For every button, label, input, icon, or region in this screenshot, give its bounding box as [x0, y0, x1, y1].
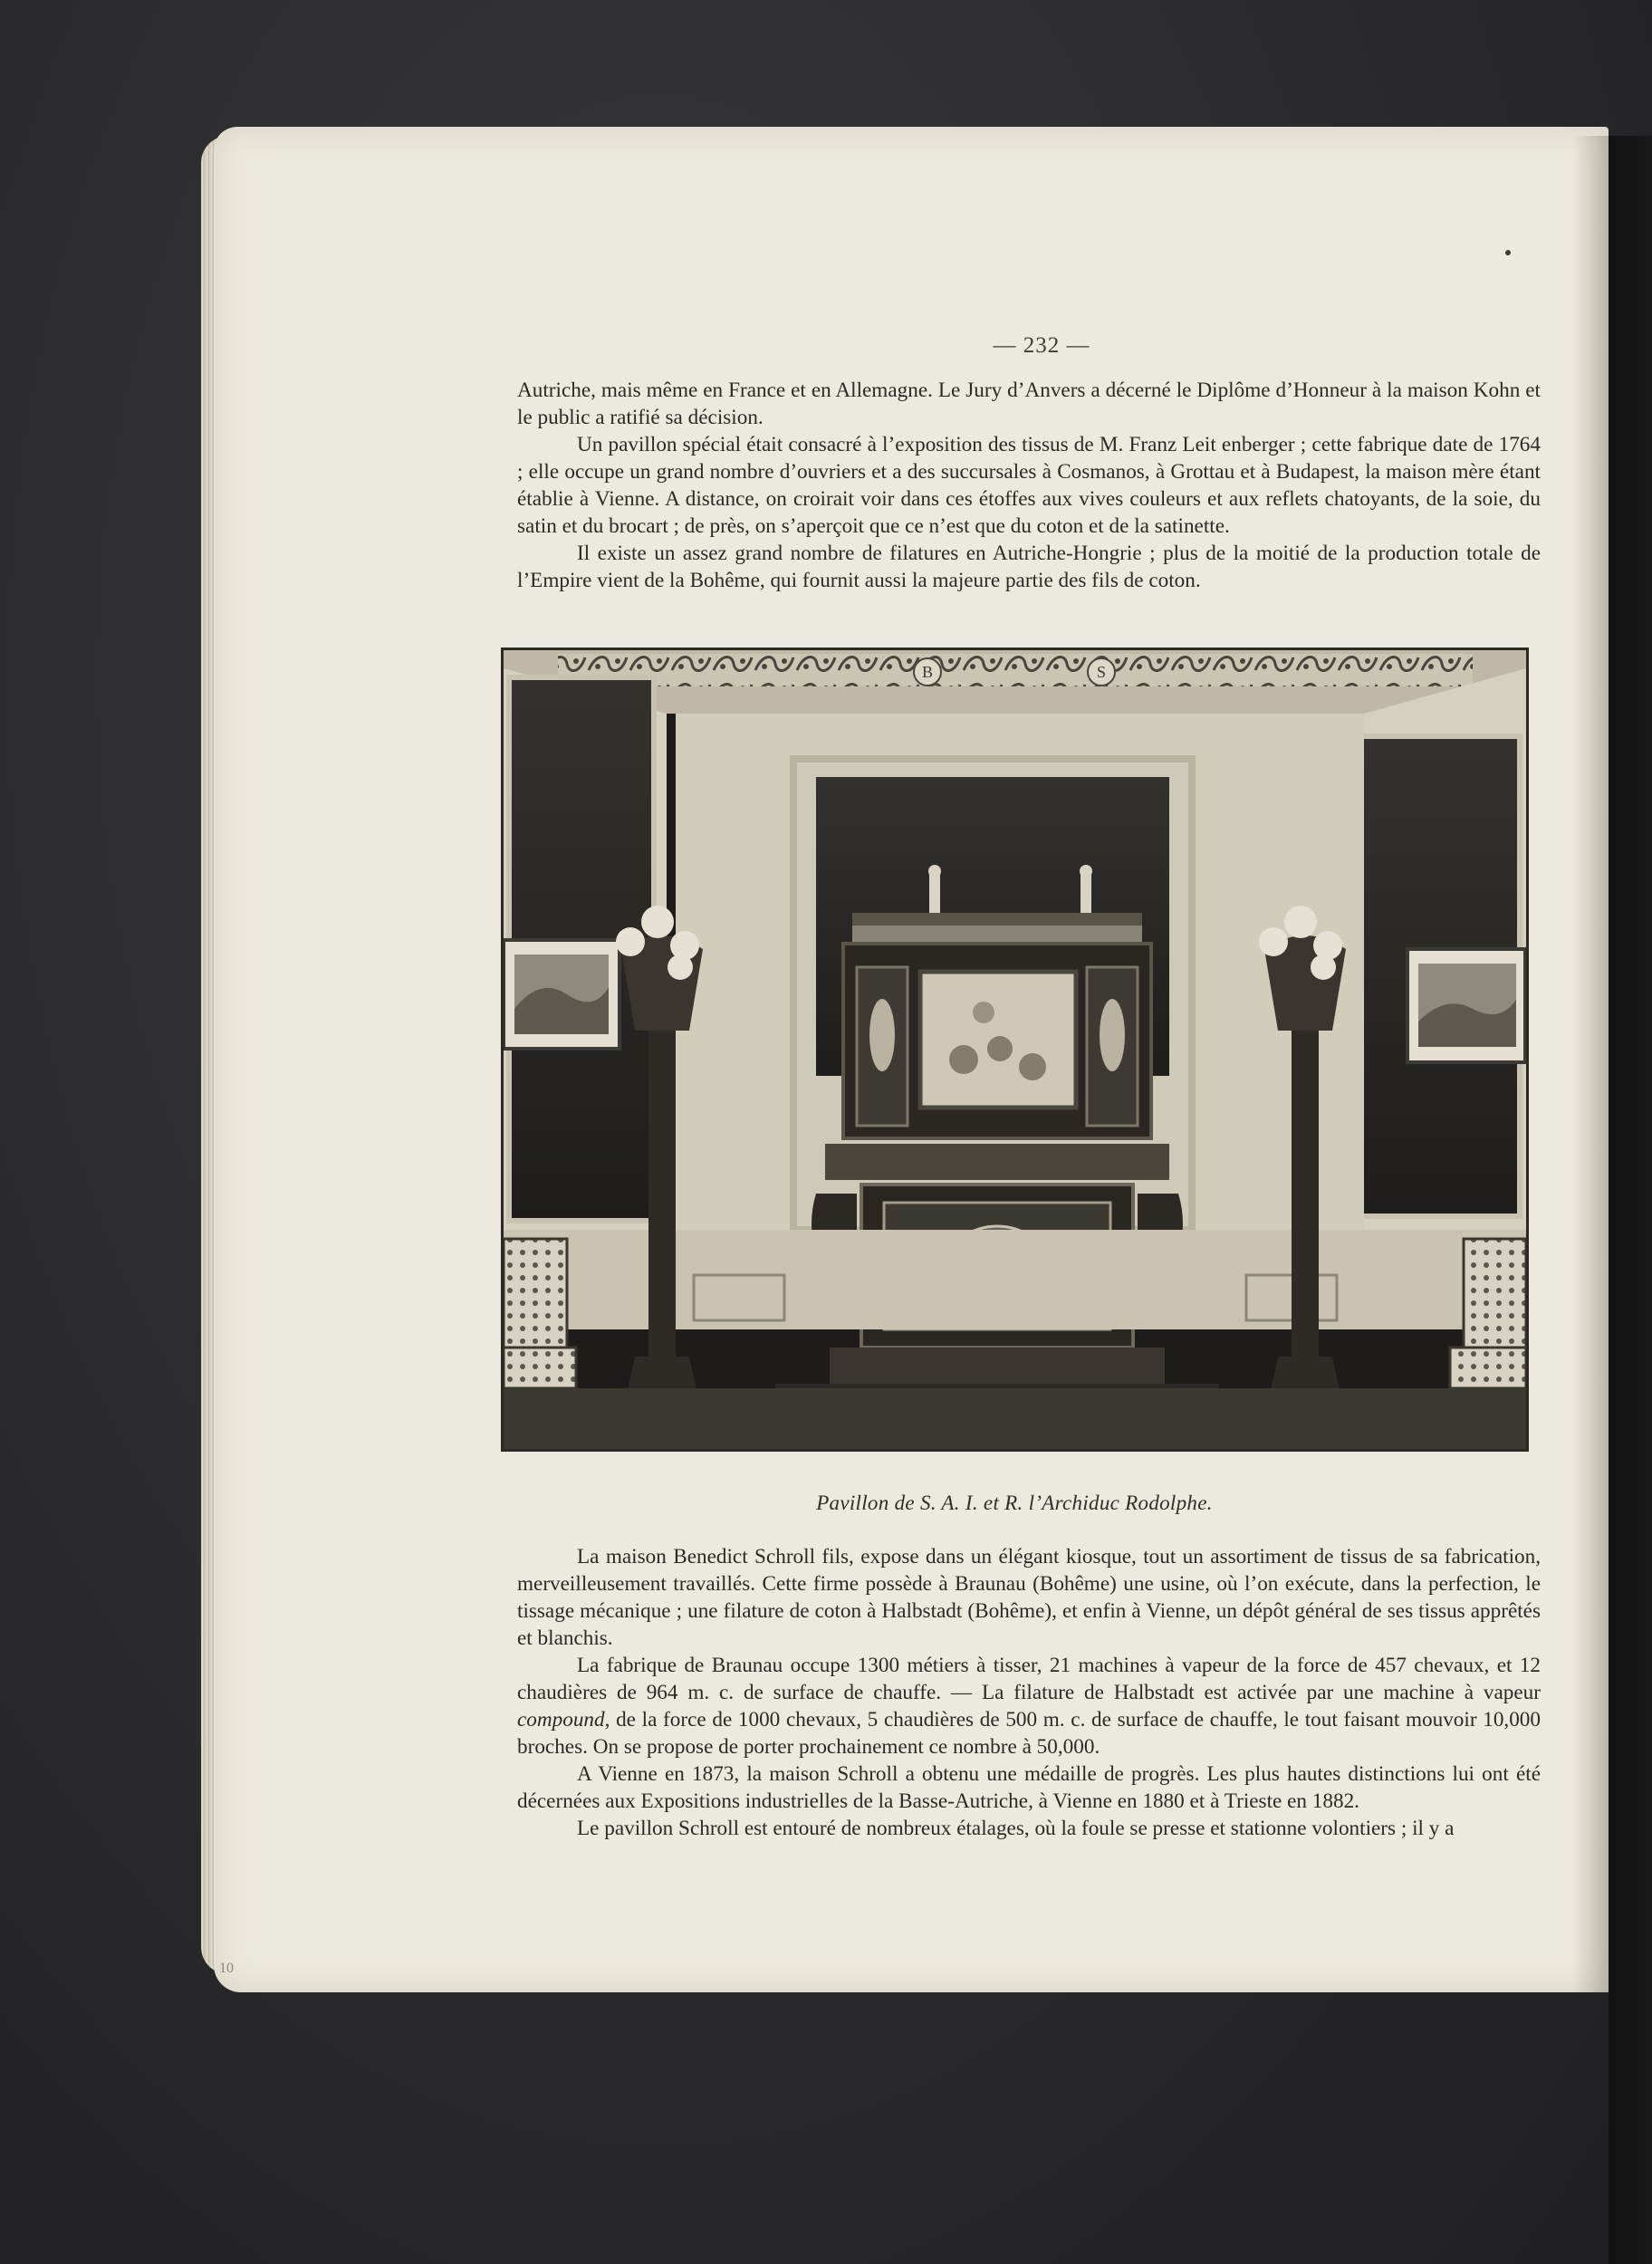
paragraph: [517, 1652, 1541, 1760]
ink-spot: [1505, 250, 1511, 255]
paragraph: Le pavillon Schroll est entouré de nombreux étalages, où la foule se presse et stationne volontiers ; il y a: [577, 1817, 1455, 1840]
floor: [504, 1388, 1526, 1449]
pavilion-illustration: [504, 650, 1526, 1449]
paragraph: Un pavillon spécial était consacré à l’exposition des tissus de M. Franz Leit enberger ; cette fabrique date de 1764 ; elle occupe un grand nombre d’ouvriers et a des succursales à Cosmanos, à Grottau et à Budapest, la maison mère étant établie à Vienne. A distance, on croirait voir dans ces étoffes aux vives couleurs et aux reflets chatoyants, de la soie, du satin et du brocart ; de près, on s’aperçoit que ce n’est que du coton et de la satinette.: [517, 433, 1541, 538]
paragraph: Il existe un assez grand nombre de filatures en Autriche-Hongrie ; plus de la moitié de la production totale de l’Empire vient de la Bohême, qui fournit aussi la majeure partie des fils de coton.: [517, 542, 1541, 592]
paragraph: La maison Benedict Schroll fils, expose dans un élégant kiosque, tout un assortiment de tissus de sa fabrication, merveilleusement travaillés. Cette firme possède à Braunau (Bohême) une usine, où l’on exécute, dans la perfection, le tissage mécanique ; une filature de coton à Halbstadt (Bohême), et enfin à Vienne, un dépôt général de ses tissus apprêtés et blanchis.: [517, 1545, 1541, 1650]
text-run: , de la force de 1000 chevaux, 5 chaudières de 500 m. c. de surface de chauffe, le tout faisant mouvoir 10,000 broches. On se propose de porter prochainement ce nombre à 50,000.: [517, 1708, 1541, 1759]
page-number: — 232 —: [993, 333, 1090, 358]
candelabrum-left: [648, 1022, 676, 1384]
candelabrum-right: [1292, 1022, 1319, 1384]
monogram-b: B: [921, 663, 934, 681]
monogram-s: S: [1096, 663, 1107, 681]
chair-left: [504, 1239, 567, 1348]
paragraph: Autriche, mais même en France et en Allemagne. Le Jury d’Anvers a décerné le Diplôme d’Honneur à la maison Kohn et le public a ratifié sa décision.: [517, 379, 1541, 429]
body-text-bottom: [517, 1543, 1541, 1842]
statuette-left: [929, 875, 940, 913]
italic-term: compound: [517, 1708, 605, 1732]
photograph-pavilion: [501, 648, 1529, 1452]
body-text-top: [517, 377, 1541, 594]
text-run: La fabrique de Braunau occupe 1300 métiers à tisser, 21 machines à vapeur de la force de 457 chevaux, et 12 chaudières de 964 m. c. de surface de chauffe. — La filature de Halbstadt est activée par une machine à vapeur: [517, 1654, 1541, 1704]
statuette-right: [1081, 875, 1091, 913]
figure-caption: Pavillon de S. A. I. et R. l’Archiduc Rodolphe.: [816, 1492, 1213, 1514]
ornamental-frieze: [558, 654, 1473, 686]
paragraph: A Vienne en 1873, la maison Schroll a obtenu une médaille de progrès. Les plus hautes distinctions lui ont été décernées aux Expositions industrielles de la Basse-Autriche, à Vienne en 1880 et à Trieste en 1882.: [517, 1762, 1541, 1813]
chair-right: [1464, 1239, 1526, 1348]
book-spine-shadow: [1609, 136, 1652, 2264]
page-gutter-shadow: [1572, 136, 1609, 1992]
page-edge-mark: 10: [219, 1961, 234, 1976]
